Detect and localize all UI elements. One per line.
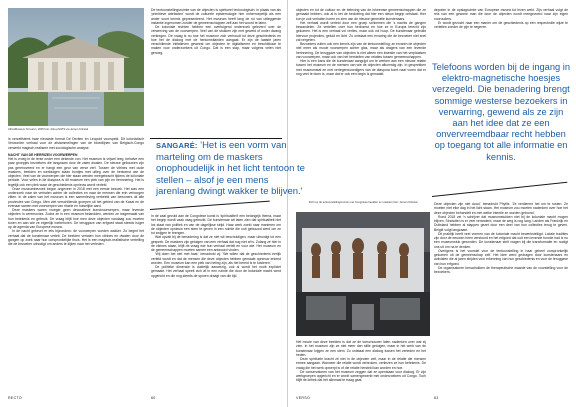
paragraph: Het mooie van deze beelden is dat ze de toeschouwer laten nadenken over wat zij zien. In het museum zijn ze niet meer dan stille getuigen, maar in het werk van de kunstenaar krijgen ze een stem. Zo ontstaat een dialoog tussen het verleden en het heden.: [296, 340, 426, 357]
article-column-1: [8, 137, 144, 387]
paragraph: Deze objecten zijn niet dood,' benadrukt Phyllis. 'Ze verdienen het om te rusten. Ze moeten niet elke dag in het licht staan. Het museum zou moeten nadenken over hoe het deze objecten behandelt en met welke intentie ze worden getoond.': [434, 202, 568, 215]
paragraph: Rond 2018 zei 'n schrijver dat museumstukken niet bij de koloniale macht mogen blijven. Sindsdien is er veel veranderd, maar de weg is nog lang. Landen als Frankrijk en Duitsland hebben al stappen gezet door een deel van hun collecties terug te geven. België volgt langzaam.: [434, 214, 568, 232]
page-number-right: 63: [434, 396, 439, 400]
exhibition-hall-illustration: [296, 212, 430, 336]
quote-text: 'Het is een vorm van marteling om de maskers onophoudelijk in het licht tentoon te stellen – alsof je een mens jarenlang dwingt wakker te blijven.': [156, 140, 305, 197]
quote-text: Telefoons worden bij de ingang in elektro-magnetische hoesjes verzegeld. Die benadering brengt sommige westerse bezoekers in verwarring, gewend als ze zijn aan het idee dat ze een onvervreemdbaar recht hebben op toegang tot alle informatie en kennis.: [432, 62, 571, 162]
paragraph: Er wordt gezocht naar een manier om de geschiedenis op een respectvolle wijze te vertellen zonder de pijn te negeren.: [434, 20, 568, 29]
page-gutter: [287, 0, 288, 407]
paragraph: in verzelfstemt haar nieuwste format De Dertien en Leopold voorspeld. Dit kolonistisch Verworden verhaal voor de afstammelingen van de bloedlijnen van Belgisch-Congo verwerkt magisch realisme met sociologische analyse.: [8, 137, 144, 150]
paragraph: In de zaal gevuld aan de Congolese kunst is 'spiritualiteit' een belangrijk thema, maar het begrip wordt vaak vaag gebruikt. De kunstenaar wil laten zien dat spiritualiteit niet los staat van politiek en van de dagelijkse strijd. Haar werk zoekt naar manieren om de objecten opnieuw een stem te geven in een ruimte die ooit gebouwd werd om ze tot zwijgen te brengen.: [151, 214, 281, 235]
article-column-3-top: [296, 8, 426, 194]
article-column-2-bottom: [151, 214, 281, 388]
quote-rule-bottom: [150, 201, 270, 210]
paragraph: Deze maskers waren vroeger geen decoratieve kunstvoorwerpen, maar levende objecten in ceremonies. Zodra ze in een museum belandden, werden ze losgemaakt van hun betekenis en gebruik. De vraag blijft hoe men deze objecten vandaag zou moeten tonen en aan wie ze eigenlijk toebehoren. De teruggave van erfgoed staat steeds hoger op de agenda van Europese musea.: [8, 208, 144, 229]
paragraph: In de nacht gebeurt er iets bijzonders: de voorwerpen worden wakker. Zo begint het verhaal dat de kunstenaar vertelt. De beelden verlaten hun vitrines en dwalen door de gangen op zoek naar hun oorspronkelijke thuis. Het is een magisch-realistische vertelling die de bezoeker uitnodigt om anders te kijken naar het verleden.: [8, 229, 144, 246]
paragraph: De conservatoren van het museum zeggen dat ze openstaan voor dialoog. Er zijn werkgroepen opgericht en er wordt samengewerkt met onderzoekers uit Congo. Toch blijft de kritiek dat het allemaal te traag gaat.: [296, 369, 426, 383]
article-column-3-bottom: [296, 340, 426, 390]
pull-quote-right: [432, 62, 570, 163]
paragraph: Deze spirituele kracht zit niet in de objecten zelf, maar in de relatie die mensen ermee aangaan. Wanneer die relatie wordt verbroken, verliezen ze hun betekenis. De vraag die het werk opwerpt is of die relatie hersteld kan worden en hoe.: [296, 357, 426, 370]
paragraph: Bezoekers zullen ook een kennis zijn van de tentoonstelling; ze ervaren de objecten niet meer als mooie voorwerpen achter glas, maar als dragers van een levende herinnering. De teruggave van objecten is niet alleen een kwestie van het verplaatsen van voorwerpen, maar ook van het herstellen van relaties tussen gemeenschappen.: [296, 42, 426, 59]
paragraph: Hier is een kans die de kunstenaar aangrijpt om te werken aan een nieuwe relatie tussen het museum en de mensen van wie de objecten afkomstig zijn. In gesprekken met museumstaf en met vertegenwoordigers van de diaspora komt naar voren dat er nog veel te doen is, maar dat er ook een begin is gemaakt.: [296, 59, 426, 76]
article-column-4-top: [434, 8, 568, 52]
paragraph: objecten en tot de cultuur en de beleving van de inheemse gemeenschappen die ze gemaakt hebben, ook al is het de bedoeling dat hier een nieuw begrip ontstaat. Hier kun je ook verhalen horen en zien van de nieuwe generatie kunstenaars.: [296, 8, 426, 21]
museum-building-illustration: [8, 8, 144, 126]
quote-rule-right: [432, 182, 567, 197]
footer-label-left: RECTO: [8, 396, 23, 400]
paragraph: depoten in de opslagruimte van Europese musea tot leven wekt. Zijn verhaal volgt de reis van een gewone man die door de objecten wordt meegevoerd naar zijn eigen voorouders.: [434, 8, 568, 21]
paragraph: Dit praktijk heeft veel vormen van de koloniale macht bewerkstelligd. Lokale tradities zijn door de eeuwen heen verstoord en het erfgoed dat ooit een levende functie had is nu een museumstuk geworden. De kunstenaar stelt vragen bij die transformatie en nodigt ons uit om na te denken.: [434, 231, 568, 249]
paragraph: De tentoonstellingsruimte van de objecten is spiritueel technologisch: in plaats van als 'primitieve artefacten' wordt de culturele epistemologie hier onherroepelijk als een ander soort kennis gepresenteerd. Het museum heeft lang de rol van uitleggende instantie ingenomen zonder de gemeenschappen zelf aan het woord te laten.: [151, 8, 281, 25]
photo-caption-right: Zicht op de tentoonstellingsruimte met Congolese beelden en maskers foto: Jeroen Kohstal: [308, 201, 418, 204]
page-number-left: 60: [151, 396, 156, 400]
paragraph: Overigens is het voorstel voor de tentoonstelling in haar geheel oorspronkelijk gekomen uit de gemeenschap zelf. Het idee werd gedragen door kunstenaars en activisten die al jaren strijden voor erkenning van hun geschiedenis en voor de teruggave van hun erfgoed.: [434, 248, 568, 266]
article-column-2-top: [151, 8, 281, 134]
museum-photo: [8, 8, 144, 126]
paragraph: Wat opvalt bij de benadering is dat ze niet wil beschuldigen, maar uitnodigt tot een gesprek. De maskers zijn getuigen van een verhaal dat nog niet af is. Zolang ze hier in de vitrines staan, blijft de vraag wie hun verhaal vertelt en voor wie. Het museum en de gemeenschappen moeten samen een antwoord vinden.: [151, 235, 281, 252]
quote-rule-top: [150, 138, 282, 139]
paragraph: Onze museumbezoek begon ongeveer in 2018 met een eerste bezoek. Het was een onderzoek naar de verhalen achter de collecties en naar de mensen die erin verborgen zitten. In de zalen van het museum is een samenleving verbeeld van bewoners uit alle provincies van Congo. Men ziet verschillende groepen uit het gebied van de Kasai en de evenaar samen met voorwerpen van rituele en huiselijke aard.: [8, 186, 144, 208]
paragraph: Het verhaal wordt verteld door een groep schimmen die 's nachts de gangen bewandelen. Ze vertellen over hun herkomst en hoe ze in Europa terecht zijn gekomen. Het is een verhaal vol verlies, maar ook vol hoop. De kunstenaar gebruikt hiervoor projecties, geluid en licht. Zo ontstaat een ervaring die de bezoeker niet snel zal vergeten.: [296, 20, 426, 42]
paragraph: De organisatoren benadrukken de therapeutische waarde van de voorstelling voor de bezoekers.: [434, 265, 568, 274]
section-heading: NACHT VAN DE HERRIZEN VOORWERPEN: [8, 152, 78, 157]
footer-label-right: VERSO: [296, 396, 311, 400]
paragraph: 'Wij doen het niet met haat,' benadrukt zij. 'We willen dat de geschiedenis eerlijk verteld wordt en dat de mensen die deze objecten hebben gemaakt opnieuw erkend worden. Een museum kan een plek van heling zijn, als het bereid is te luisteren.': [151, 252, 281, 265]
photo-caption-left: AfricaMuseum Tervuren, 2005 foto: dolo-ph/ATS via Jeroen Kohstal: [8, 128, 89, 131]
paragraph: De koloniale rechten hebben een overtuigend onderzoek geleverd over de verwerving van de voorwerpen. Veel van de stukken zijn met geweld of onder dwang verkregen. De vraag is nu hoe het museum zich verhoudt tot deze geschiedenis en hoe het de dialoog met de herkomstlanden aangaat. Er zijn de laatste jaren verschillende initiatieven geweest om objecten te digitaliseren en beschikbaar te maken voor onderzoekers uit Congo. Dat is een stap, maar volgens velen niet genoeg.: [151, 25, 281, 55]
quote-speaker: SANGARÉ:: [156, 141, 198, 150]
paragraph: De politieke dimensie is duidelijk aanwezig, ook al wordt het nooit expliciet gemaakt. Het verhaal speelt zich af in een ruimte die door de koloniale macht werd opgericht en die nog steeds de sporen draagt van die tijd.: [151, 265, 281, 278]
pull-quote-left: [156, 140, 306, 198]
article-column-4-bottom: [434, 202, 568, 390]
exhibition-photo: [296, 212, 430, 336]
paragraph: Het is vroeg in de lente onder een dekende zon. Het museum is vrijwel leeg, behalve een paar groepjes bezoekers die langzaam door de zalen dwalen. De nieuwe gebouwen zijn pas gerenoveerd en er hangt een geur van verse verf. Tussen de vitrines met oude maskers, beelden en werktuigen staan bordjes met uitleg over de herkomst van de objecten. Veel van de voorwerpen die hier staan werden meegebracht tijdens de koloniale periode. Voor velen in de diaspora is dit museum een plek van pijn en herinnering. Het is tegelijk ook een plek waar de geschiedenis opnieuw wordt verteld.: [8, 157, 144, 187]
